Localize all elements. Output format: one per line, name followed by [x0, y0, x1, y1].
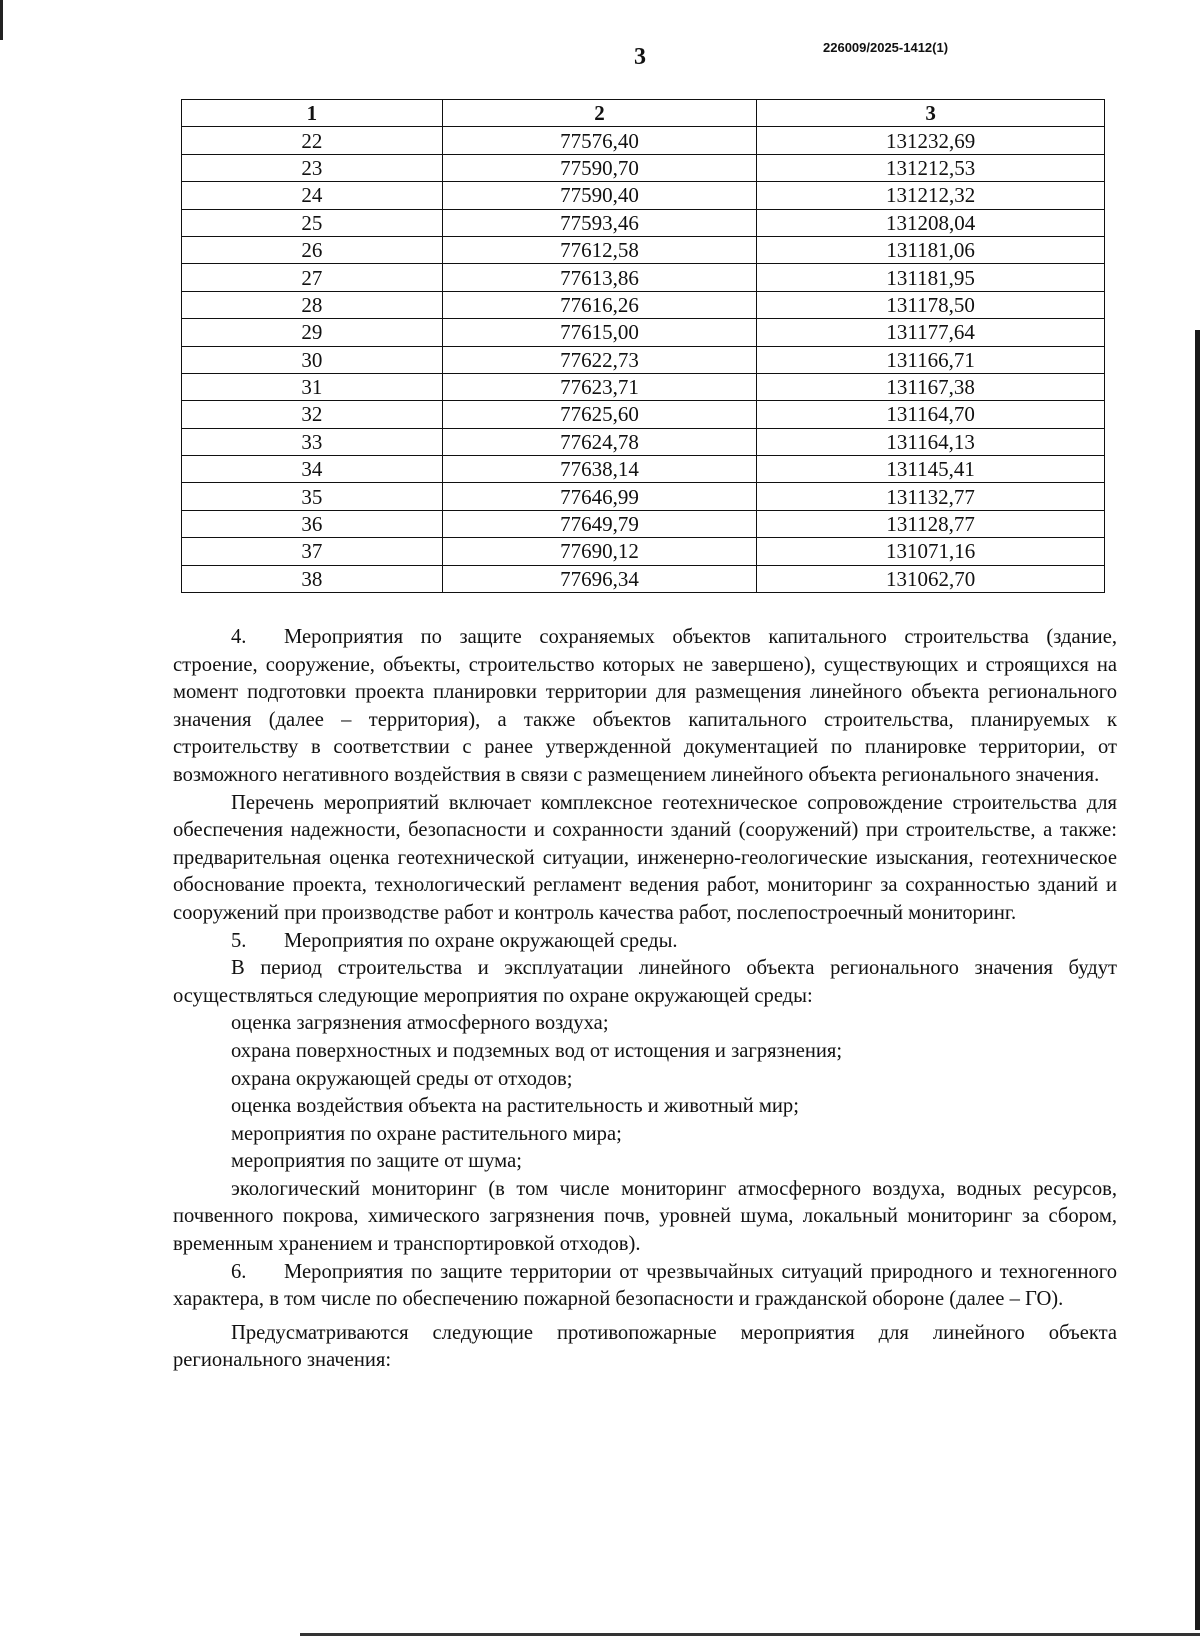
section-6-text: Мероприятия по защите территории от чрезвычайных ситуаций природного и техногенного характера, в том числе по обеспечению пожарной безопасности и гражданской обороне (далее – ГО).	[173, 1260, 1117, 1311]
table-cell: 77623,71	[442, 373, 757, 400]
table-cell: 28	[182, 291, 443, 318]
table-cell: 77616,26	[442, 291, 757, 318]
table-row	[182, 565, 1105, 592]
table-cell: 131145,41	[757, 456, 1105, 483]
table-cell: 131181,06	[757, 236, 1105, 263]
table-row	[182, 319, 1105, 346]
table-cell: 30	[182, 346, 443, 373]
table-cell: 77593,46	[442, 209, 757, 236]
table-row	[182, 428, 1105, 455]
table-cell: 22	[182, 127, 443, 154]
table-cell: 77690,12	[442, 538, 757, 565]
table-row	[182, 154, 1105, 181]
table-row	[182, 456, 1105, 483]
table-cell: 26	[182, 236, 443, 263]
section-4-number: 4.	[231, 626, 247, 648]
document-body	[173, 624, 1117, 1375]
table-cell: 77612,58	[442, 236, 757, 263]
table-header-cell: 3	[757, 100, 1105, 127]
list-item: мероприятия по охране растительного мира;	[231, 1122, 622, 1145]
section-4-paragraph	[173, 624, 1117, 790]
table-cell: 131177,64	[757, 319, 1105, 346]
list-item: мероприятия по защите от шума;	[231, 1150, 522, 1173]
list-item: охрана окружающей среды от отходов;	[231, 1067, 573, 1090]
table-row	[182, 373, 1105, 400]
coordinates-table	[181, 99, 1105, 593]
table-cell: 131166,71	[757, 346, 1105, 373]
table-cell: 131181,95	[757, 264, 1105, 291]
document-id: 226009/2025-1412(1)	[823, 40, 949, 55]
table-cell: 37	[182, 538, 443, 565]
section-5-number: 5.	[231, 929, 247, 952]
section-6-number: 6.	[231, 1260, 247, 1283]
scan-edge-left	[0, 0, 3, 40]
table-cell: 131071,16	[757, 538, 1105, 565]
table-cell: 25	[182, 209, 443, 236]
table-cell: 77576,40	[442, 127, 757, 154]
table-cell: 77638,14	[442, 456, 757, 483]
table-cell: 34	[182, 456, 443, 483]
section-4-measures: Перечень мероприятий включает комплексное геотехническое сопровождение строительства для обеспечения надежности, безопасности и сохранности зданий (сооружений) при строительстве, а также: предварительная оценка геотехнической ситуации, инженерно-геологические изыскания, геотехническое обоснование проекта, технологический регламент ведения работ, мониторинг за сохранностью зданий и сооружений при производстве работ и контроль качества работ, послепостроечный мониторинг.	[173, 791, 1117, 924]
table-cell: 77649,79	[442, 510, 757, 537]
list-item: оценка воздействия объекта на растительность и животный мир;	[231, 1095, 799, 1118]
table-row	[182, 483, 1105, 510]
table-cell: 131132,77	[757, 483, 1105, 510]
table-row	[182, 510, 1105, 537]
table-row	[182, 538, 1105, 565]
table-header-cell: 1	[182, 100, 443, 127]
table-cell: 131232,69	[757, 127, 1105, 154]
table-row	[182, 209, 1105, 236]
table-row	[182, 182, 1105, 209]
table-cell: 77625,60	[442, 401, 757, 428]
table-cell: 131208,04	[757, 209, 1105, 236]
table-cell: 131167,38	[757, 373, 1105, 400]
table-cell: 38	[182, 565, 443, 592]
scan-edge-right	[1195, 330, 1200, 1630]
table-cell: 32	[182, 401, 443, 428]
section-5-paragraph	[173, 928, 1117, 956]
table-row	[182, 401, 1105, 428]
table-header-row	[182, 100, 1105, 127]
table-cell: 27	[182, 264, 443, 291]
table-cell: 131164,70	[757, 401, 1105, 428]
section-4-text: Мероприятия по защите сохраняемых объектов капитального строительства (здание, строение, сооружение, объекты, строительство которых не завершено), существующих и строящихся на момент подготовки проекта планировки территории для размещения линейного объекта регионального значения (далее – территория), а также объектов капитального строительства, планируемых к строительству в соответствии с ранее утвержденной документацией по планировке территории, от возможного негативного воздействия в связи с размещением линейного объекта регионального значения.	[173, 626, 1117, 786]
list-item: охрана поверхностных и подземных вод от истощения и загрязнения;	[231, 1039, 843, 1062]
table-cell: 77696,34	[442, 565, 757, 592]
table-cell: 131212,32	[757, 182, 1105, 209]
table-cell: 131178,50	[757, 291, 1105, 318]
table-row	[182, 291, 1105, 318]
table-cell: 77615,00	[442, 319, 757, 346]
page-number: 3	[634, 44, 646, 70]
section-6-intro: Предусматриваются следующие противопожарные мероприятия для линейного объекта регионального значения:	[173, 1321, 1117, 1372]
table-body	[182, 127, 1105, 593]
table-header-cell: 2	[442, 100, 757, 127]
table-cell: 77613,86	[442, 264, 757, 291]
table-row	[182, 346, 1105, 373]
table-cell: 131212,53	[757, 154, 1105, 181]
table-cell: 131062,70	[757, 565, 1105, 592]
table-row	[182, 236, 1105, 263]
table-cell: 77624,78	[442, 428, 757, 455]
table-cell: 31	[182, 373, 443, 400]
table-cell: 35	[182, 483, 443, 510]
table-cell: 77622,73	[442, 346, 757, 373]
table-cell: 36	[182, 510, 443, 537]
table-cell: 29	[182, 319, 443, 346]
scan-edge-bottom	[300, 1633, 1200, 1636]
table-cell: 77646,99	[442, 483, 757, 510]
table-cell: 131128,77	[757, 510, 1105, 537]
list-item: оценка загрязнения атмосферного воздуха;	[231, 1012, 609, 1035]
table-cell: 77590,40	[442, 182, 757, 209]
table-cell: 33	[182, 428, 443, 455]
table-row	[182, 264, 1105, 291]
section-5-intro: В период строительства и эксплуатации линейного объекта регионального значения будут осуществляться следующие мероприятия по охране окружающей среды:	[173, 957, 1117, 1007]
table-cell: 131164,13	[757, 428, 1105, 455]
table-cell: 23	[182, 154, 443, 181]
section-6-paragraph	[173, 1259, 1117, 1314]
table-row	[182, 127, 1105, 154]
table-cell: 24	[182, 182, 443, 209]
table-cell: 77590,70	[442, 154, 757, 181]
section-5-text: Мероприятия по охране окружающей среды.	[284, 929, 678, 952]
list-item: экологический мониторинг (в том числе мониторинг атмосферного воздуха, водных ресурсов, почвенного покрова, химического загрязнения почв, уровней шума, локальный мониторинг за сбором, временным хранением и транспортировкой отходов).	[173, 1177, 1117, 1256]
